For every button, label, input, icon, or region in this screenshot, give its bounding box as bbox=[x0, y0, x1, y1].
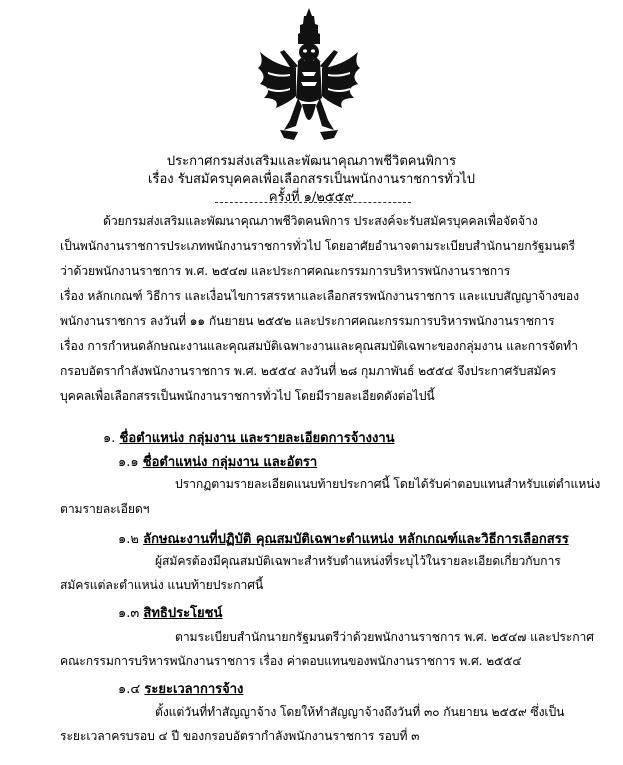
intro-line: ว่าด้วยพนักงานราชการ พ.ศ. ๒๕๔๗ และประกาศคณะกรรมการบริหารพนักงานราชการ bbox=[60, 264, 511, 278]
body-line: ปรากฏตามรายละเอียดแนบท้ายประกาศนี้ โดยได้รับค่าตอบแทนสำหรับแต่ตำแหน่ง bbox=[175, 477, 601, 491]
section-number: ๑.๑ bbox=[118, 455, 139, 470]
section-title: ชื่อตำแหน่ง กลุ่มงาน และรายละเอียดการจ้างงาน bbox=[119, 431, 395, 446]
announcement-subject: เรื่อง รับสมัครบุคคลเพื่อเลือกสรรเป็นพนักงานราชการทั่วไป bbox=[148, 172, 475, 187]
announcement-title: ประกาศกรมส่งเสริมและพัฒนาคุณภาพชีวิตคนพิการ bbox=[166, 154, 457, 169]
section-number: ๑.๓ bbox=[118, 606, 140, 621]
section-1-4-heading bbox=[118, 678, 243, 699]
announcement-round: ครั้งที่ ๑/๒๕๕๙ bbox=[268, 190, 355, 205]
section-number: ๑.๔ bbox=[118, 682, 141, 697]
intro-line: บุคคลเพื่อเลือกสรรเป็นพนักงานราชการทั่วไป โดยมีรายละเอียดดังต่อไปนี้ bbox=[60, 389, 435, 403]
body-line: ตามรายละเอียดฯ bbox=[60, 502, 150, 516]
body-line: ผู้สมัครต้องมีคุณสมบัติเฉพาะสำหรับตำแหน่งที่ระบุไว้ในรายละเอียดเกี่ยวกับการ bbox=[155, 554, 561, 568]
section-title: สิทธิประโยชน์ bbox=[143, 606, 223, 621]
section-title: ระยะเวลาการจ้าง bbox=[144, 682, 244, 697]
intro-line: เรื่อง การกำหนดลักษณะงานและคุณสมบัติเฉพาะงานและคุณสมบัติเฉพาะของกลุ่มงาน และการจัดทำ bbox=[60, 339, 578, 353]
section-1-heading bbox=[103, 427, 395, 448]
section-1-2-heading bbox=[118, 528, 569, 549]
title-divider bbox=[215, 202, 411, 203]
intro-line: เรื่อง หลักเกณฑ์ วิธีการ และเงื่อนไขการสรรหาและเลือกสรรพนักงานราชการ และแบบสัญญาจ้างของ bbox=[60, 289, 579, 303]
garuda-emblem-icon bbox=[254, 6, 364, 146]
body-line: คณะกรรมการบริหารพนักงานราชการ เรื่อง ค่าตอบแทนของพนักงานราชการ พ.ศ. ๒๕๕๔ bbox=[60, 654, 522, 668]
section-title: ชื่อตำแหน่ง กลุ่มงาน และอัตรา bbox=[142, 455, 318, 470]
section-title: ลักษณะงานที่ปฏิบัติ คุณสมบัติเฉพาะตำแหน่ง หลักเกณฑ์และวิธีการเลือกสรร bbox=[143, 532, 569, 547]
intro-line: เป็นพนักงานราชการประเภทพนักงานราชการทั่วไป โดยอาศัยอำนาจตามระเบียบสำนักนายกรัฐมนตรี bbox=[60, 239, 575, 253]
section-number: ๑.๒ bbox=[118, 532, 139, 547]
body-line: ตั้งแต่วันที่ทำสัญญาจ้าง โดยให้ทำสัญญาจ้างถึงวันที่ ๓๐ กันยายน ๒๕๕๙ ซึ่งเป็น bbox=[155, 705, 565, 719]
body-line: สมัครแต่ละตำแหน่ง แนบท้ายประกาศนี้ bbox=[60, 578, 264, 592]
section-1-1-heading bbox=[118, 451, 317, 472]
intro-line: ด้วยกรมส่งเสริมและพัฒนาคุณภาพชีวิตคนพิการ ประสงค์จะรับสมัครบุคคลเพื่อจัดจ้าง bbox=[103, 214, 538, 228]
section-number: ๑. bbox=[103, 431, 116, 446]
intro-line: พนักงานราชการ ลงวันที่ ๑๑ กันยายน ๒๕๕๒ และประกาศคณะกรรมการบริหารพนักงานราชการ bbox=[60, 314, 555, 328]
section-1-3-heading bbox=[118, 602, 222, 623]
body-line: ตามระเบียบสำนักนายกรัฐมนตรีว่าด้วยพนักงานราชการ พ.ศ. ๒๕๔๗ และประกาศ bbox=[175, 630, 594, 644]
intro-line: กรอบอัตรากำลังพนักงานราชการ พ.ศ. ๒๕๕๔ ลงวันที่ ๒๘ กุมภาพันธ์ ๒๕๕๔ จึงประกาศรับสมัคร bbox=[60, 364, 557, 378]
body-line: ระยะเวลาครบรอบ ๔ ปี ของกรอบอัตรากำลังพนักงานราชการ รอบที่ ๓ bbox=[60, 729, 420, 743]
